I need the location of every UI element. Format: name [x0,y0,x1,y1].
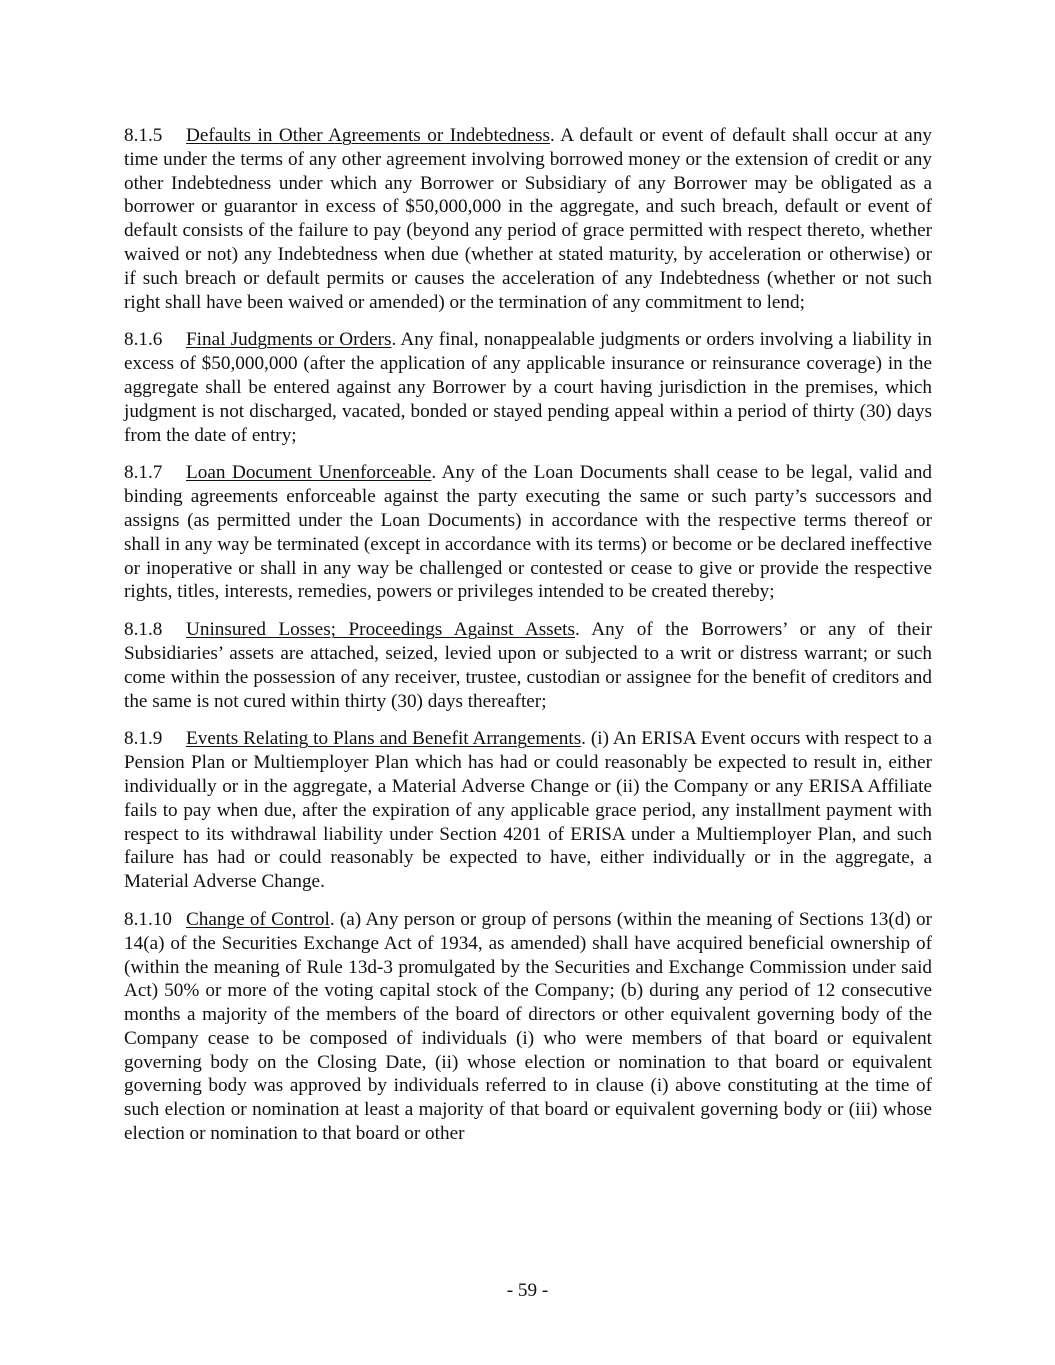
section-heading: Defaults in Other Agreements or Indebtedness [186,125,550,146]
section-body: . (i) An ERISA Event occurs with respect to a Pension Plan or Multiemployer Plan which has had or could reasonably be expected to result in, either individually or in the aggregate, a Material Adverse Change or (ii) the Company or any ERISA Affiliate fails to pay when due, after the expiration of any applicable grace period, any installment payment with respect to its withdrawal liability under Section 4201 of ERISA under a Multiemployer Plan, and such failure has had or could reasonably be expected to have, either individually or in the aggregate, a Material Adverse Change. [124,728,932,893]
section-heading: Change of Control [186,908,330,930]
section-number: 8.1.6 [124,329,163,351]
section-heading: Final Judgments or Orders [186,329,392,351]
section-number: 8.1.7 [124,462,163,484]
section-heading: Loan Document Unenforceable [186,462,432,484]
section-number: 8.1.10 [124,908,172,930]
section-body: . A default or event of default shall occur at any time under the terms of any other agreement involving borrowed money or the extension of credit or any other Indebtedness under which any Borrower or Subsidiary of any Borrower may be obligated as a borrower or guarantor in excess of $50,000,000 in the aggregate, and such breach, default or event of default consists of the failure to pay (beyond any period of grace permitted with respect thereto, whether waived or not) any Indebtedness when due (whether at stated maturity, by acceleration or otherwise) or if such breach or default permits or causes the acceleration of any Indebtedness (whether or not such right shall have been waived or amended) or the termination of any commitment to lend; [124,125,933,313]
section-8-1-10 [124,908,932,1146]
section-8-1-7 [124,461,932,604]
section-8-1-8 [124,618,932,713]
section-body: . (a) Any person or group of persons (within the meaning of Sections 13(d) or 14(a) of the Securities Exchange Act of 1934, as amended) shall have acquired beneficial ownership of (within the meaning of Rule 13d-3 promulgated by the Securities and Exchange Commission under said Act) 50% or more of the voting capital stock of the Company; (b) during any period of 12 consecutive months a majority of the members of the board of directors or other equivalent governing body of the Company cease to be composed of individuals (i) who were members of that board or equivalent governing body on the Closing Date, (ii) whose election or nomination to that board or equivalent governing body was approved by individuals referred to in clause (i) above constituting at the time of such election or nomination at least a majority of that board or equivalent governing body or (iii) whose election or nomination to that board or other [124,908,932,1145]
section-number: 8.1.8 [124,619,163,641]
section-8-1-5 [124,124,932,314]
section-8-1-6 [124,328,932,447]
section-body: . Any of the Borrowers’ or any of their Subsidiaries’ assets are attached, seized, levied upon or subjected to a writ or distress warrant; or such come within the possession of any receiver, trustee, custodian or assignee for the benefit of creditors and the same is not cured within thirty (30) days thereafter; [124,619,932,712]
section-number: 8.1.9 [124,728,163,750]
section-8-1-9 [124,727,932,894]
section-heading: Events Relating to Plans and Benefit Arrangements [186,728,582,750]
document-body [124,124,932,1160]
page-number: - 59 - [506,1280,549,1301]
section-body: . Any of the Loan Documents shall cease to be legal, valid and binding agreements enforceable against the party executing the same or such party’s successors and assigns (as permitted under the Loan Documents) in accordance with the respective terms thereof or shall in any way be terminated (except in accordance with its terms) or become or be declared ineffective or inoperative or shall in any way be challenged or contested or cease to give or provide the respective rights, titles, interests, remedies, powers or privileges intended to be created thereby; [124,462,933,603]
section-body: . Any final, nonappealable judgments or orders involving a liability in excess of $50,000,000 (after the application of any applicable insurance or reinsurance coverage) in the aggregate shall be entered against any Borrower by a court having jurisdiction in the premises, which judgment is not discharged, vacated, bonded or stayed pending appeal within a period of thirty (30) days from the date of entry; [124,329,932,446]
section-number: 8.1.5 [124,125,163,146]
section-heading: Uninsured Losses; Proceedings Against Assets [186,619,575,641]
